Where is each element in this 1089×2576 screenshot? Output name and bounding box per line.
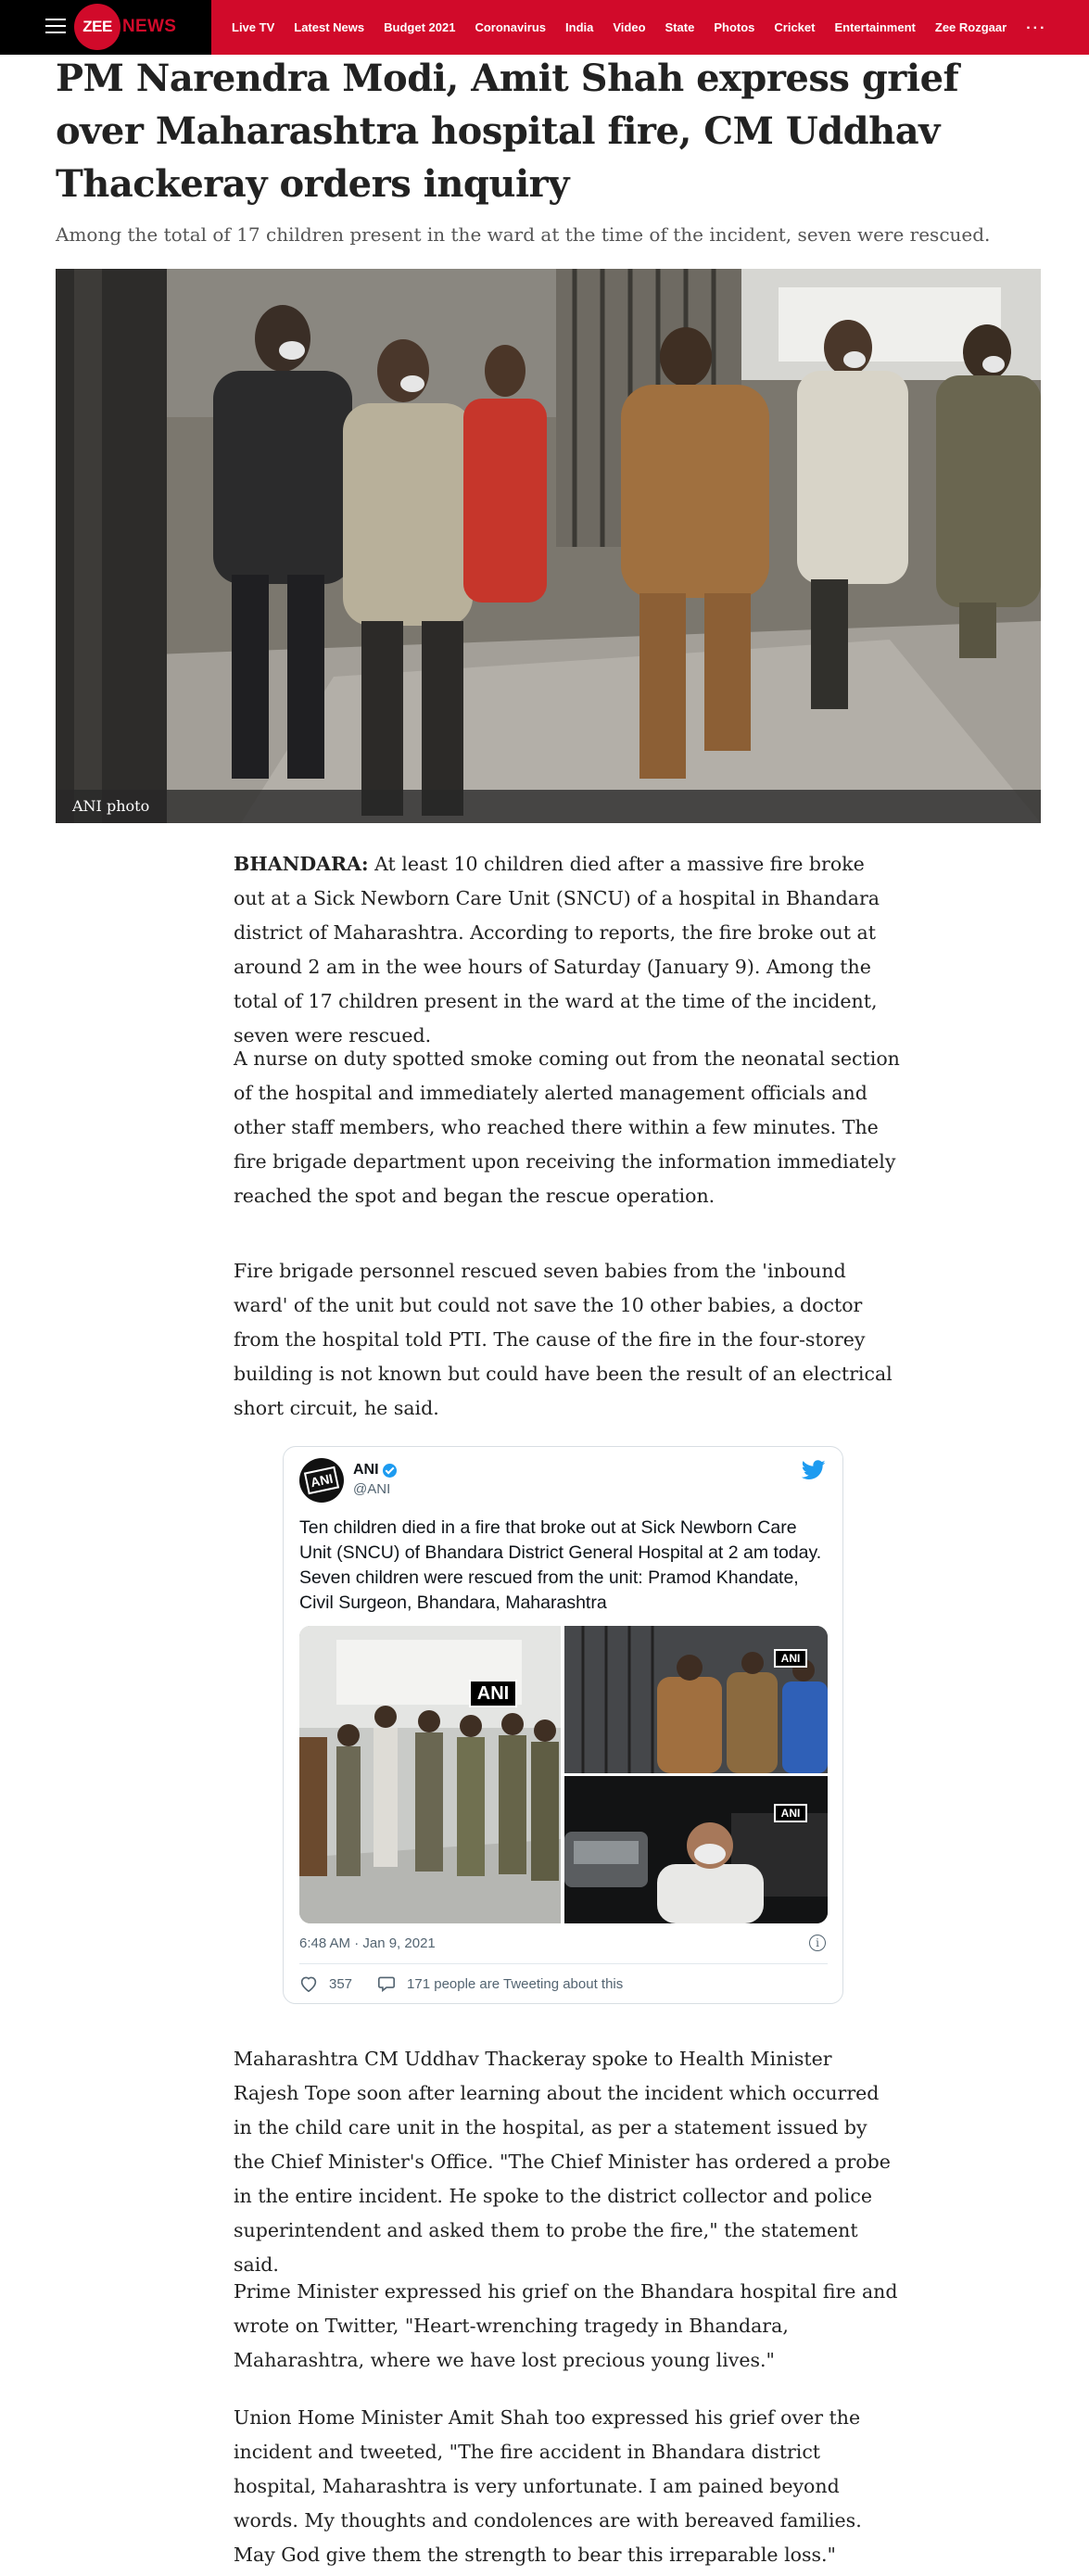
- nav-coronavirus[interactable]: Coronavirus: [475, 20, 547, 34]
- tweet-photo-3[interactable]: [564, 1776, 828, 1923]
- article-paragraph-6: Union Home Minister Amit Shah too expressed his grief over the incident and tweeted, "The fire accident in Bhandara district hospital, Maharashtra is very unfortunate. I am pained beyond words. My thoughts and condolences are with bereaved families. May God give them the strength to bear this irreparable loss.": [234, 2406, 862, 2566]
- hamburger-menu-icon[interactable]: [45, 19, 66, 35]
- ani-watermark: ANI: [774, 1649, 807, 1668]
- tweet-photo-2[interactable]: [564, 1626, 828, 1773]
- nav-india[interactable]: India: [565, 20, 594, 34]
- like-button[interactable]: [299, 1975, 352, 1992]
- nav-budget-2021[interactable]: Budget 2021: [384, 20, 456, 34]
- tweet-handle[interactable]: @ANI: [353, 1481, 391, 1497]
- tweet-text: Ten children died in a fire that broke out at Sick Newborn Care Unit (SNCU) of Bhandara District General Hospital at 2 am today. Seven children were rescued from the unit: Pramod Khandate, Civil Surgeon, Bhandara, Maharashtra: [299, 1517, 822, 1613]
- nav-live-tv[interactable]: Live TV: [232, 20, 275, 34]
- tweet-media-grid: [299, 1626, 828, 1923]
- article-paragraph-4: Maharashtra CM Uddhav Thackeray spoke to Health Minister Rajesh Tope soon after learning about the incident which occurred in the child care unit in the hospital, as per a statement issued by the Chief Minister's Office. "The Chief Minister has ordered a probe in the entire incident. He spoke to the district collector and police superintendent and asked them to probe the fire," the statement said.: [234, 2048, 891, 2276]
- conversation-link[interactable]: [377, 1975, 623, 1992]
- ani-watermark: ANI: [774, 1804, 807, 1822]
- tweet-timestamp[interactable]: 6:48 AM · Jan 9, 2021: [299, 1935, 436, 1951]
- tweet-photo-1-illustration: [299, 1626, 561, 1923]
- nav-entertainment[interactable]: Entertainment: [834, 20, 916, 34]
- logo-news: NEWS: [122, 17, 177, 36]
- hero-photo-illustration: [56, 269, 1041, 823]
- tweet-name-text: ANI: [353, 1462, 379, 1478]
- zee-news-logo[interactable]: [74, 3, 176, 51]
- nav-cricket[interactable]: Cricket: [774, 20, 816, 34]
- tweet-divider: [299, 1963, 828, 1964]
- logo-zee: ZEE: [74, 4, 120, 50]
- tweet-photo-2-illustration: [564, 1626, 828, 1773]
- article-paragraph-3: Fire brigade personnel rescued seven babies from the 'inbound ward' of the unit but could not save the 10 other babies, a doctor from the hospital told PTI. The cause of the fire in the four-storey building is not known but could have been the result of an electrical short circuit, he said.: [234, 1260, 893, 1419]
- article-summary: Among the total of 17 children present in the ward at the time of the incident, seven were rescued.: [56, 223, 991, 246]
- nav-more-menu[interactable]: ...: [1026, 16, 1047, 32]
- twitter-bird-icon[interactable]: [802, 1460, 826, 1480]
- article-paragraph-2: A nurse on duty spotted smoke coming out from the neonatal section of the hospital and immediately alerted management officials and other staff members, who reached there within a few minutes. The fire brigade department upon receiving the information immediately reached the spot and began the rescue operation.: [234, 1047, 900, 1207]
- tweet-actions: [299, 1973, 648, 1995]
- nav-zee-rozgaar[interactable]: Zee Rozgaar: [934, 20, 1007, 34]
- article-paragraph-1: [234, 847, 901, 1053]
- paragraph-1-text: At least 10 children died after a massive fire broke out at a Sick Newborn Care Unit (SNCU) of a hospital in Bhandara district of Maharashtra. According to reports, the fire broke out at around 2 am in the wee hours of Saturday (January 9). Among the total of 17 children present in the ward at the time of the incident, seven were rescued.: [234, 853, 880, 1047]
- article-paragraph-5: Prime Minister expressed his grief on the Bhandara hospital fire and wrote on Twitter, "Heart-wrenching tragedy in Bhandara, Maharashtra, where we have lost precious young lives.": [234, 2280, 898, 2371]
- brand-block: [0, 0, 211, 55]
- tweet-author-name[interactable]: [353, 1462, 397, 1478]
- embedded-tweet[interactable]: [283, 1446, 843, 2004]
- nav-video[interactable]: Video: [613, 20, 646, 34]
- main-nav: [232, 0, 1067, 55]
- nav-state[interactable]: State: [665, 20, 695, 34]
- image-caption: ANI photo: [56, 790, 1041, 823]
- nav-photos[interactable]: Photos: [714, 20, 755, 34]
- ani-watermark: ANI: [469, 1680, 517, 1707]
- top-navigation-bar: [0, 0, 1089, 55]
- like-count: 357: [329, 1975, 353, 1992]
- nav-latest-news[interactable]: Latest News: [294, 20, 365, 34]
- tweeting-count: 171 people are Tweeting about this: [407, 1975, 624, 1992]
- tweet-photo-1[interactable]: [299, 1626, 561, 1923]
- dateline: BHANDARA:: [234, 853, 369, 875]
- tweet-avatar-text: ANI: [304, 1466, 339, 1495]
- verified-badge-icon: [383, 1464, 397, 1478]
- article-headline: PM Narendra Modi, Amit Shah express grief over Maharashtra hospital fire, CM Uddhav Thackeray orders inquiry: [56, 57, 959, 206]
- hero-image: [56, 269, 1041, 823]
- tweet-avatar[interactable]: [299, 1458, 344, 1503]
- heart-icon: [299, 1975, 318, 1992]
- info-icon[interactable]: i: [809, 1935, 826, 1951]
- speech-bubble-icon: [377, 1975, 396, 1992]
- tweet-photo-3-illustration: [564, 1776, 828, 1923]
